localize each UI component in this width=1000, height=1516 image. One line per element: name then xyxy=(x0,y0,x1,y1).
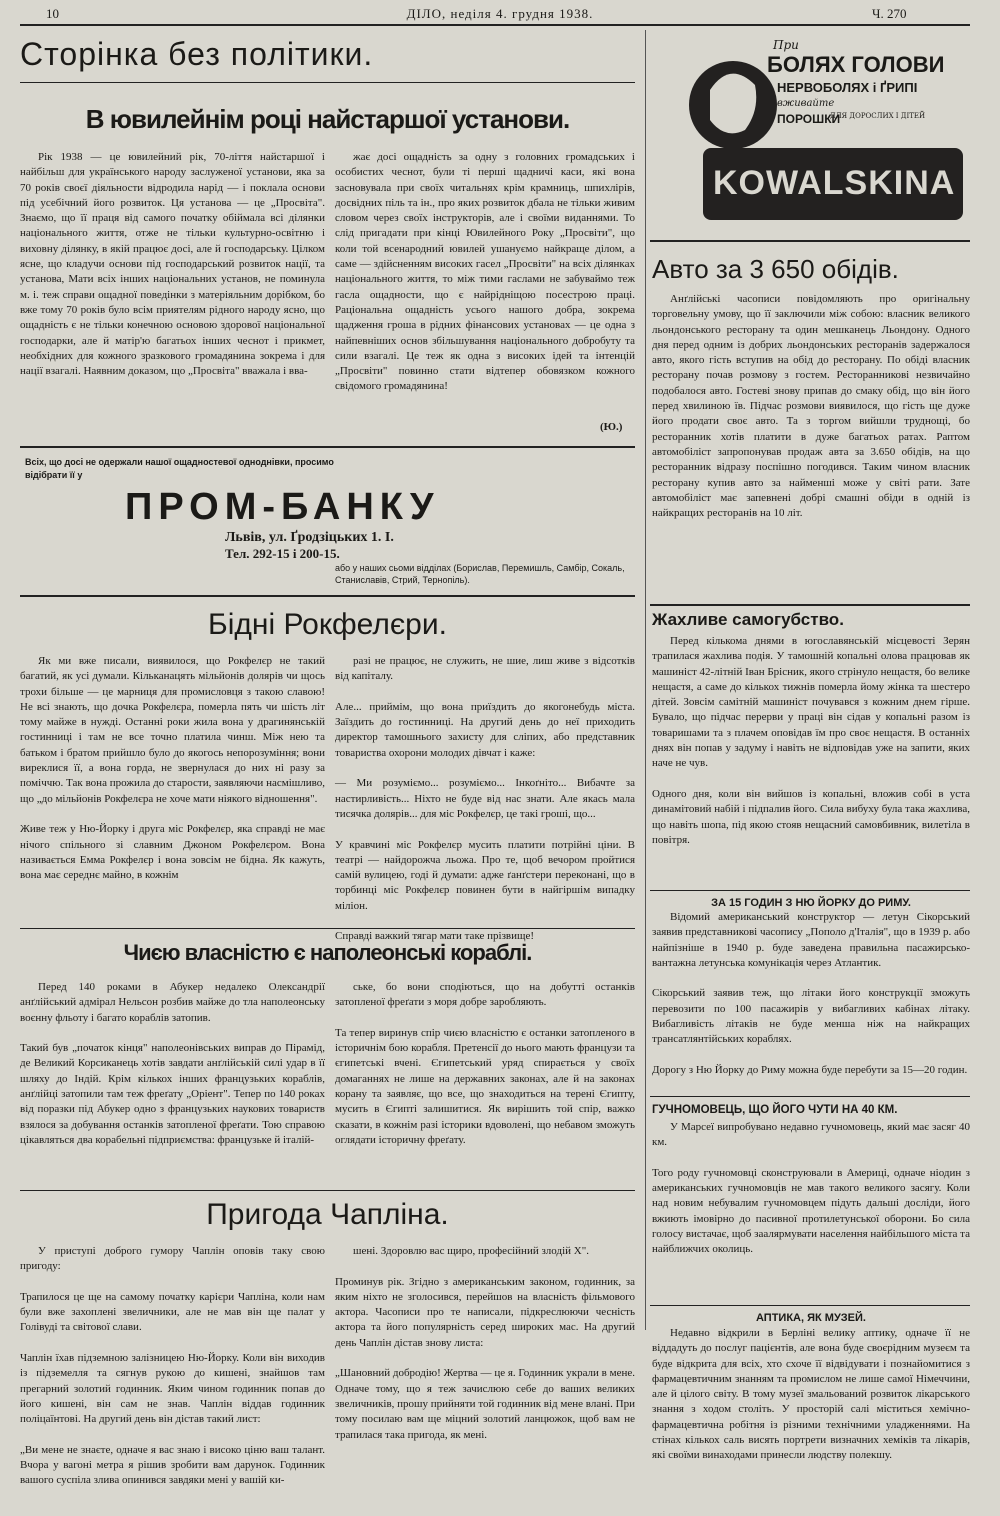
ad-neuralgia: НЕРВОБОЛЯХ і ҐРИПІ xyxy=(777,80,918,95)
ad-tiny-text: ДЛЯ ДОРОСЛИХ І ДІТЕЙ xyxy=(830,112,926,120)
page-number: 10 xyxy=(46,6,59,21)
rockefellers-title: Бідні Рокфелєри. xyxy=(208,608,447,641)
napoleon-rule xyxy=(20,1190,635,1191)
masthead: ДІЛО, неділя 4. грудня 1938. xyxy=(406,6,594,21)
pharmacy-text: Недавно відкрили в Берліні велику аптику, одначе її не віддадуть до послуг пацієнтів, але вона буде своєрідним музеєм та буде відкрита для всіх, хто схоче її відвідувати і познайомитися з фармацевтичним знанням та промислом не лише самої Німеччини, але й цілого світу. В тому музеї змальований розвиток лікарського знання з ходом століть. У просторій салі міститься хемічно-фармацевтична робітня із різними технічними уладженнями. На стінах кількох саль висять портрети визначних хеміків та лікарів, які своїми винаходами принесли людству полекшу. xyxy=(652,1327,970,1462)
jubilee-col1: Рік 1938 — це ювилейний рік, 70-ліття найстаршої і найбільш для українського народу заслуженої установи, яка за 70 років своєї діяльности відродила нарід — і поклала основи під усебічний його розвиток. Ця установа — це „Просвіта". Знаємо, що її праця від самого початку обіймала всі ділянки національного життя, отже не тільки культурно-освітню і виховну ділянку, в якій працює досі, але й господарську. Цілком ясне, що кладучи основи під господарський розвиток нації, та установа, Мати всіх інших національних установ, не поминула м. і. теж справи ощадної поведінки з матеріяльним дорібком, бо вже тому 70 років було всім приятелям рідного народу ясно, що ощадність є не тільки конечною основою здорової національної господарки, але й матір'ю багатьох інших чеснот і прикмет, необхідних для кожного зразкового громадянина зокрема і для нації взагалі. Наявним доказом, що „Просвіта" вважала і вва- xyxy=(20,151,325,378)
column-divider xyxy=(645,30,646,1330)
loudspeaker-text: У Марсеї випробувано недавно гучномовець, який має засяг 40 км. Того роду гучномовці сконструювали в Америці, одначе ніодин з американських гучномовців не мав такого великого засягу. Коли над новим небувалим гучномовцем підуть дальші досліди, його вжиють імовірно до пасивної протилетунської оборони. Бо сила голосу вистачає, щоб заалярмувати населення найбільшого міста та найближчих околиць. xyxy=(652,1121,970,1256)
ad-pri: При xyxy=(773,38,799,52)
chaplin-col1: У приступі доброго гумору Чаплін оповів таку свою пригоду: Трапилося це ще на самому початку карієри Чапліна, коли нам були вже захоплені звеличники, але не мав він ще палат у Голівуді та світової слави. Чаплін їхав підземною залізницею Ню-Йорку. Коли він виходив із підземелля та сягнув рукою до кишені, знайшов там прегарний золотий годинник. Яким чином годинник попав до його кишені, він сам не знав. Чаплін віддав годинник поліцаїнтові. На другий день він дістав такий лист: „Ви мене не знаєте, одначе я вас знаю і високо ціню ваш талант. Вчора у вагоні метра я рішив зробити вам дарунок. Годинник вашого суспіла злива опинився завдяки мені у вашій ки- xyxy=(20,1245,325,1487)
ad-rule xyxy=(650,240,970,242)
napoleon-col1: Перед 140 роками в Абукер недалеко Олександрії анґлійський адмірал Нельсон розбив майже до тла наполеонську воєнну фльоту і багато кораблів затопив. Такий був „початок кінця" наполеонівських виправ до Пірамід, де Великий Корсиканець хотів завдати анґлійській силі удар в її шляху до Індій. Крім кількох інших французьких кораблів, анґлійці затопили там теж фреґату „Оріент". Тепер по 140 роках від поразки під Абукер одно з французьких наукових товариств взялося за добування останків затопленої фреґати. Тою справою цікавляться два корабельні підприємства: французьке й італій- xyxy=(20,981,325,1146)
suicide-title: Жахливе самогубство. xyxy=(652,610,844,629)
rockefellers-col1: Як ми вже писали, виявилося, що Рокфелєр не такий багатий, як усі думали. Кільканацять мільйонів долярів чи щось трохи більше — це марниця для промисловця з такою славою! Не всі знають, що дочка Рокфелєра, померла пять чи шість літ тому майже в нужді. Останні роки жила вона у драгинянській гостинниці і там не все точно платила чинш. Між нею та батьком і братом прийшло було до якогось непорозуміння; вони виреклися її, а вона горда, не звернулася до них ні разу за поміччю. Так вона прожила до старости, заявляючи насмішливо, що „до мільйонів Рокфелєра не хоче мати ніякого відношення". Живе теж у Ню-Йорку і друга міс Рокфелєр, яка справді не має нічого спільного зі славним Джоном Рокфелєром. Вона називається Емма Рокфелєр і вона зовсім не бідна. Як кажуть, вона має середнє майно, в кожнім xyxy=(20,655,325,882)
loudspeaker-title: ГУЧНОМОВЕЦЬ, ЩО ЙОГО ЧУТИ НА 40 КМ. xyxy=(652,1104,898,1116)
prombank-top-rule xyxy=(20,446,635,448)
auto-title: Авто за 3 650 обідів. xyxy=(652,254,899,284)
rockefellers-rule xyxy=(20,928,635,929)
prombank-address: Львів, ул. Ґродзіцьких 1. І. xyxy=(225,530,394,545)
napoleon-title: Чиєю власністю є наполеонські кораблі. xyxy=(123,940,532,965)
prombank-branches: або у наших сьоми відділах (Борислав, Перемишль, Самбір, Сокаль, Станиславів, Стрий, Тернопіль). xyxy=(335,563,625,585)
jubilee-col2: жає досі ощадність за одну з головних громадських і особистих чеснот, були ті перші щадничі каси, які вона засновувала при своїх читальнях крім крамниць, шпихлірів, досвідних піль та ін., про яких розвиток дбала не тільки живим словом через своїх інструкторів, але і своїми виданнями. То слід пригадати при кінці Ювилейного Року „Просвіти", що коли той всенародний ювилей ушануємо найкраще ділом, а саме — здійсненням високих гасел „Просвіти" на всіх ділянках національного життя, то між тими гаслами не забуваймо теж гасла ощадности, що є найрідніщою посестрою праці. Раціональна ощадність усього нашого добра, зокрема щадження гроша в рідних фінансових установах — це одна з найпевніших основ збільшування національного добробуту та сили взагалі. Це теж як одна з високих ідей та інтенцій „Просвіти" повинно стати відтепер обовязком кожного свідомого громадянина! xyxy=(335,151,635,393)
suicide-rule xyxy=(650,890,970,891)
issue-number: Ч. 270 xyxy=(872,6,907,21)
loudspeaker-rule xyxy=(650,1305,970,1306)
auto-text: Анґлійські часописи повідомляють про оригінальну торговельну умову, що її заключили між собою: власник великого льондонського ресторану та один мешканець Льондону. Одного дня перед одним із добрих льондонських ресторанів задержалося авто, якого гість вступив на обід до ресторану. По обіді власник ресторану почав розмову з гостем. Ресторанникові незвичайно подобалося авто. Гостеві знову припав до смаку обід, що він його перед хвилиною їв. Підчас розмови виявилося, що гість ще дуже його продати своє авто. Та з торгом вийшли труднощі, бо ресторанник хотів платити в дуже багатьох ратах. Раптом автомобіліст запропонував продаж авта за 3.650 обідів, на що ресторанник відразу поспішно погодився. Таким чином власник ресторану купив авто за найменші може у світі рати. Зате автомобіліст має запевнені добрі смашні обіди в одній із найкращих ресторанів на 10 літ. xyxy=(652,293,970,520)
prombank-intro: Всіх, що досі не одержали нашої ощадностевої одноднівки, просимо відібрати її у xyxy=(25,457,334,480)
rome-title: ЗА 15 ГОДИН З НЮ ЙОРКУ ДО РИМУ. xyxy=(711,897,911,909)
prombank-ad xyxy=(25,456,635,585)
prombank-name: ПРОМ-БАНКУ xyxy=(125,486,440,528)
section-title: Сторінка без політики. xyxy=(20,36,374,72)
section-rule xyxy=(20,82,635,83)
chaplin-title: Пригода Чапліна. xyxy=(206,1198,449,1231)
ad-brand: KOWALSKINA xyxy=(713,164,956,202)
prombank-phone: Тел. 292-15 і 200-15. xyxy=(225,546,340,561)
suicide-text: Перед кількома днями в югославянській місцевості Зерян трапилася жахлива подія. У тамошній копальні олова працював як машиніст 42-літній Іван Брісник, якого стрінуло нещастя, бо велике нещастя, а саме до кількох тижнів померла йому жінка та шестеро дітей. Зовсім самітній машиніст почувався з кожним днем гірше. Бувало, що підчас перерви у праці він сідав у копальні разом із товаришами та з плачем оповідав їм про своє нещастя. В останніх днях він попав у задуму і навіть не відповідав уже на запити, яких наче не чув. Одного дня, коли він вийшов із копальні, вложив собі в уста динамітовий набій і підпалив його. Сила вибуху була така жахлива, що навіть шопа, під якою стояв нещасний самовбивник, вилетіла в повітря. xyxy=(652,635,970,846)
prombank-bottom-rule xyxy=(20,595,635,597)
header-rule xyxy=(20,24,970,26)
chaplin-col2: шені. Здоровлю вас щиро, професійний злодій Х". Проминув рік. Згідно з американським законом, годинник, за яким ніхто не зголосився, перейшов на власність фільмового актора. Часописи про те написали, підкреслюючи чесність актора та його популярність серед широких мас. На другий день Чаплін дістав знову листа: „Шановний добродію! Жертва — це я. Годинник украли в мене. Одначе тому, що я теж зачислюю себе до ваших великих звеличників, прошу прийняти той годинник від мене влані. При тому посилаю вам ще міцний золотий ланцюжок, щоб вам не трапилася така пригода, як мені. xyxy=(335,1245,635,1441)
rockefellers-col2: разі не працює, не служить, не шие, лиш живе з відсотків від капіталу. Але... приймім, що вона приїздить до якогонебудь міста. Заїздить до гостинниці. На другий день до неї приходить директор тамошнього захисту для сліпих, або представник товариства охорони молодих дівчат і каже: — Ми розуміємо... розуміємо... Інкоґніто... Вибачте за настирливість... Ніхто не буде від нас знати. Але якась мала тисячка долярів... для міс Рокфелєр, це такі гроші, що... У кравчині міс Рокфелєр мусить платити потрійні ціни. В театрі — найдорожча льожа. Про те, щоб вечором пройтися самій вулицею, годі й думати: адже ґанґстери переконані, що в торбинці міс Рокфелєр повинен бути в найгіршім випадку міліон. Справді важкий тягар мати таке прізвище! xyxy=(335,655,635,943)
pharmacy-title: АПТИКА, ЯК МУЗЕЙ. xyxy=(756,1312,866,1324)
jubilee-signature: (Ю.) xyxy=(600,421,623,433)
rome-text: Відомий американський конструктор — летун Сікорський заявив представникові часопису „Пополо д'Італія", що в 1939 р. або найпізніше в 1940 р. буде заведена правильна пасажирсько-вантажна летунська комунікація через Атлантик. Сікорський заявив теж, що літаки його конструкції зможуть перевозити по 100 пасажирів у вибагливих кабінах літаку. Вибагливість літаків не буде менша ніж на найкращих трансатлянтійських кораблях. Дорогу з Ню Йорку до Риму можна буде перебути за 15—20 годин. xyxy=(652,911,971,1076)
kowalskina-ad xyxy=(655,30,970,235)
ad-headache: БОЛЯХ ГОЛОВИ xyxy=(767,52,945,77)
ad-use: вживайте xyxy=(777,98,835,109)
rome-rule xyxy=(650,1096,970,1097)
auto-rule xyxy=(650,604,970,606)
ad-powders: ПОРОШКИ xyxy=(777,112,841,126)
napoleon-col2: ське, бо вони сподіються, що на добутті останків затопленої фреґати з моря добре заробляють. Та тепер виринув спір чиєю власністю є останки затопленого в історичнім бою корабля. Претенсії до нього мають французи та єгипетські вчені. Єгипетський уряд спирається у своїх домаганнях не лише на державних законах, але й на законах корану та заявляє, що все, що знаходиться на терені Єгипту, мусить в Єгипті залишитися. Як вирішить той спір, важко сказати, в кожнім разі історики вдоволені, що небавом зможуть оглядати історичну фреґату. xyxy=(335,981,635,1146)
jubilee-title: В ювилейнім році найстаршої установи. xyxy=(85,104,570,134)
